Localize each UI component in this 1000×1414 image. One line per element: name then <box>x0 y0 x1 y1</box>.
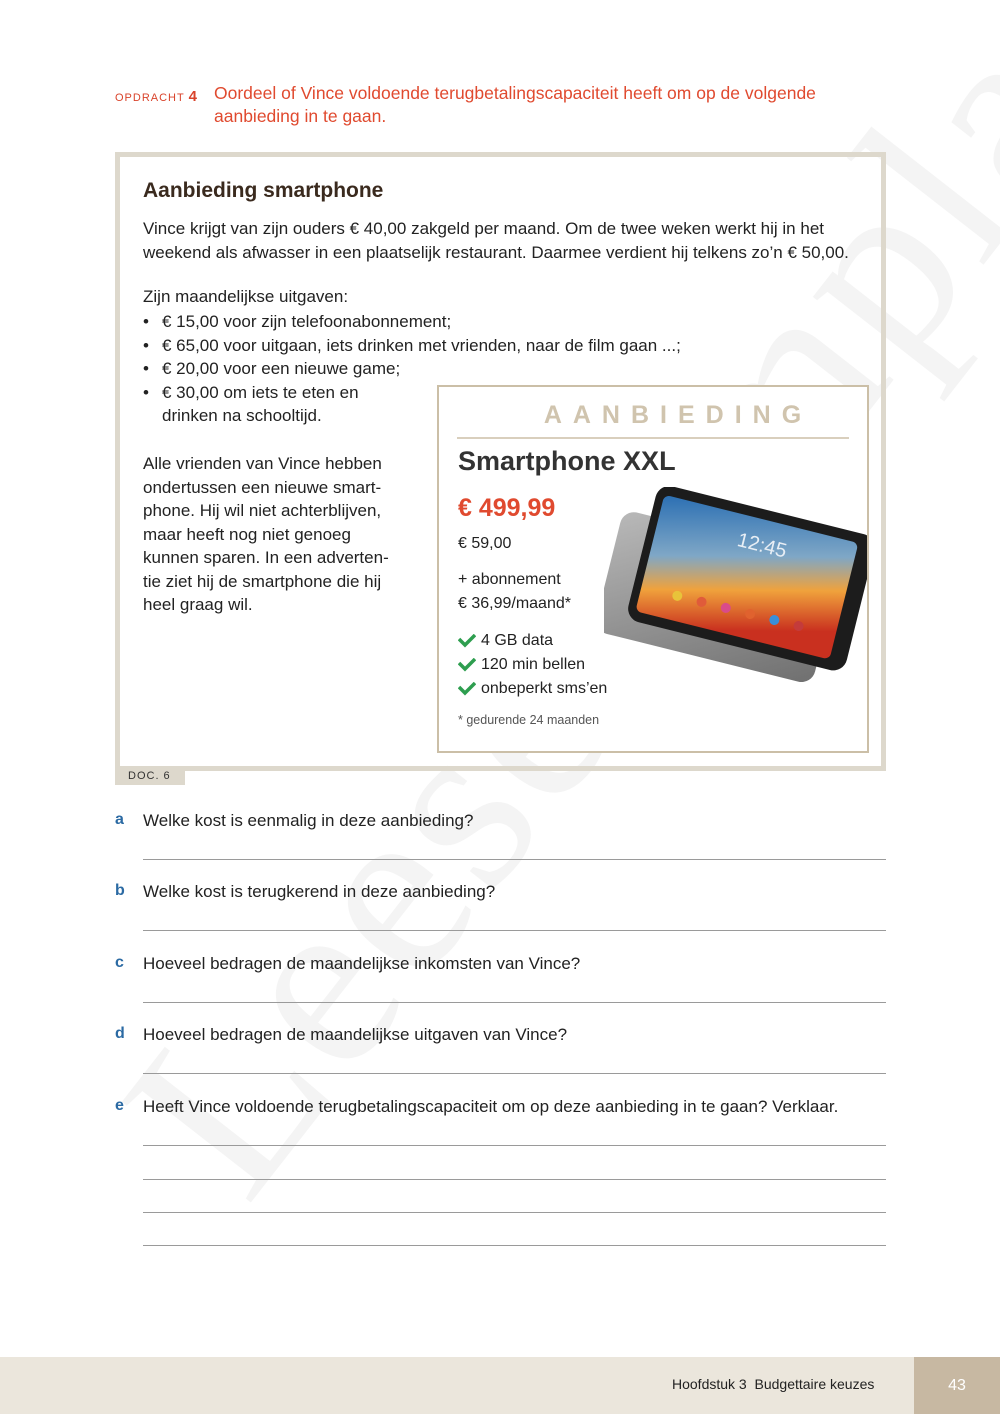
offer-heading: AANBIEDING <box>543 401 813 429</box>
question-e: e Heeft Vince voldoende terugbetalingscapaciteit om op deze aanbieding in te gaan? Verklaar. <box>115 1097 839 1116</box>
assignment-number: 4 <box>188 88 197 105</box>
offer-features <box>458 629 607 701</box>
smartphone-image <box>604 487 869 707</box>
check-icon <box>458 658 476 672</box>
question-c: c Hoeveel bedragen de maandelijkse inkomsten van Vince? <box>115 954 581 973</box>
assignment-title: Oordeel of Vince voldoende terugbetalingscapaciteit heeft om op de volgende aanbieding in te gaan. <box>214 83 816 126</box>
offer-footnote: * gedurende 24 maanden <box>458 713 600 727</box>
offer-divider <box>457 437 849 439</box>
answer-line[interactable] <box>143 1002 886 1003</box>
expense-item: • € 20,00 voor een nieuwe game; <box>143 357 723 381</box>
answer-line[interactable] <box>143 1212 886 1213</box>
check-icon <box>458 682 476 696</box>
expense-item: • € 15,00 voor zijn telefoonabonnement; <box>143 310 723 334</box>
check-icon <box>458 634 476 648</box>
document-story: Alle vrienden van Vince hebben ondertussen een nieuwe smart-phone. Hij wil niet achterblijven, maar heeft nog niet genoeg kunnen sparen. In een adverten-tie ziet hij de smartphone die hij heel graag wil. <box>143 454 389 614</box>
assignment-label: OPDRACHT 4 <box>115 88 197 105</box>
page-number: 43 <box>914 1357 1000 1414</box>
feature-item: 120 min bellen <box>458 653 607 677</box>
phone-clock: 12:45 <box>734 529 789 563</box>
question-b: b Welke kost is terugkerend in deze aanbieding? <box>115 882 496 901</box>
offer-price: € 499,99 <box>458 494 556 522</box>
answer-line[interactable] <box>143 1073 886 1074</box>
question-a: a Welke kost is eenmalig in deze aanbieding? <box>115 811 474 830</box>
offer-product-name: Smartphone XXL <box>458 446 676 476</box>
offer-one-time-cost: € 59,00 <box>458 535 512 552</box>
offer-subscription: + abonnement € 36,99/maand* <box>458 571 571 612</box>
answer-line[interactable] <box>143 1145 886 1146</box>
question-d: d Hoeveel bedragen de maandelijkse uitgaven van Vince? <box>115 1025 568 1044</box>
answer-line[interactable] <box>143 859 886 860</box>
feature-item: onbeperkt sms’en <box>458 677 607 701</box>
offer-advertisement <box>437 385 869 753</box>
document-tab: DOC. 6 <box>115 768 185 785</box>
feature-item: 4 GB data <box>458 629 607 653</box>
footer-chapter: Hoofdstuk 3 Budgettaire keuzes <box>672 1376 875 1392</box>
assignment-heading <box>115 82 855 128</box>
answer-line[interactable] <box>143 930 886 931</box>
expense-item: • € 65,00 voor uitgaan, iets drinken met vrienden, naar de film gaan ...; <box>143 334 723 358</box>
answer-line[interactable] <box>143 1179 886 1180</box>
document-box <box>115 152 886 771</box>
expense-item: • € 30,00 om iets te eten en drinken na schooltijd. <box>143 381 403 428</box>
document-title: Aanbieding smartphone <box>143 179 384 202</box>
answer-line[interactable] <box>143 1245 886 1246</box>
document-intro: Vince krijgt van zijn ouders € 40,00 zakgeld per maand. Om de twee weken werkt hij in het weekend als afwasser in een plaatselijk restaurant. Daarmee verdient hij telkens zo’n € 50,00. <box>143 219 849 262</box>
expenses-heading: Zijn maandelijkse uitgaven: <box>143 287 349 306</box>
